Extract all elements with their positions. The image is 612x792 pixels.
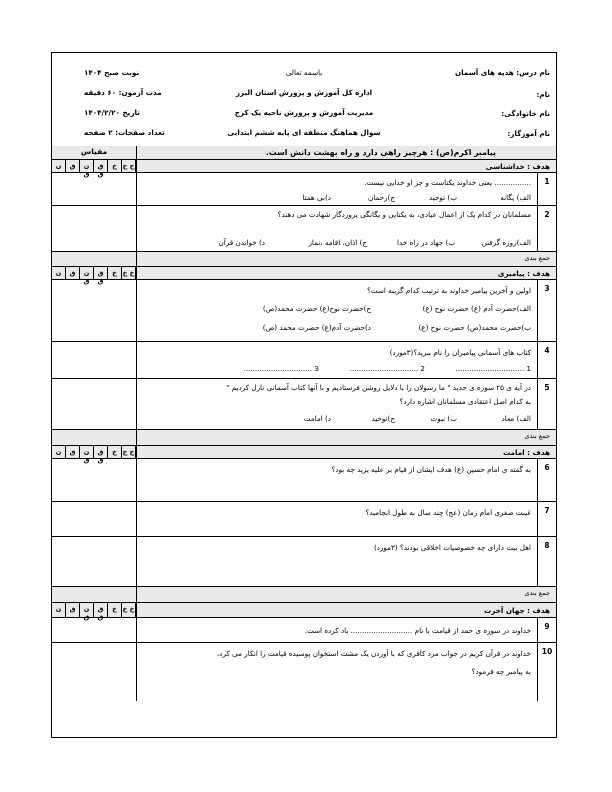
option[interactable]: ج)توحید: [371, 414, 395, 423]
section-title: هدف : امامت: [502, 448, 550, 457]
question-number: 9: [537, 618, 556, 642]
question-text: کتاب های آسمانی پیامبران را نام ببرید؟(۳مورد): [389, 348, 531, 357]
question-text: ................ یعنی خداوند یکتاست و جز او خدایی نیست.: [364, 178, 531, 187]
question-text-continued: به پیامبر چه فرمود؟: [471, 667, 531, 676]
scale-col: ق ق: [94, 446, 108, 458]
exam-duration: مدت آزمون: ۶۰ دقیقه: [84, 88, 162, 97]
question-row: [52, 537, 556, 587]
name-label: نام:: [536, 90, 550, 99]
section-title: هدف : جهان آخرت: [484, 606, 550, 615]
total-label: جمع بندی: [524, 254, 550, 262]
banner-row: [52, 146, 556, 160]
scale-col: ق: [66, 267, 80, 279]
question-text: اولین و آخرین پیامبر خداوند به ترتیب کدام گزینه است؟: [367, 286, 531, 295]
total-label: جمع بندی: [524, 432, 550, 440]
question-number: 4: [537, 342, 556, 378]
teacher-label: نام آموزگار:: [507, 129, 550, 138]
option[interactable]: ج) اذان، اقامه ،نماز: [308, 238, 367, 247]
option[interactable]: د)بی همتا: [302, 193, 331, 202]
question-row: [52, 502, 556, 537]
answer-blank[interactable]: 2 ..............................: [349, 364, 425, 373]
exam-header: [52, 53, 556, 147]
scale-title: مقیاس: [80, 147, 108, 156]
scale-col: ن: [52, 267, 66, 279]
option[interactable]: الف) معاد: [501, 414, 531, 423]
scale-col: خ: [108, 446, 122, 458]
scale-col: خ خ: [122, 162, 135, 170]
option[interactable]: الف)روزه گرفتن: [481, 238, 531, 247]
scale-col: خ: [108, 603, 122, 617]
question-row: [52, 280, 556, 342]
bismillah: باسمه تعالی: [285, 68, 323, 77]
total-label: جمع بندی: [524, 589, 550, 597]
scale-col: ق ق: [94, 603, 108, 617]
question-row: [52, 173, 556, 206]
department-line-1: اداره کل آموزش و پرورش استان البرز: [235, 88, 373, 97]
exam-page: [51, 52, 557, 738]
scale-col: ق: [66, 160, 80, 172]
scale-col: ن ق: [80, 160, 94, 172]
question-table: [52, 146, 556, 701]
question-text: در آیه ی ۲۵ سوره ی حدید " ما رسولان را با دلایل روشن فرستادیم و با آنها کتاب آسمانی نازل کردیم ": [226, 383, 531, 392]
exam-title: سوال هماهنگ منطقه ای پایه ششم ابتدایی: [227, 128, 381, 137]
scale-col: ق ق: [94, 160, 108, 172]
question-number: 5: [537, 379, 556, 429]
question-text-continued: به کدام اصل اعتقادی مسلمانان اشاره دارد؟: [399, 397, 531, 406]
total-row: [52, 587, 556, 603]
scale-col: خ: [108, 160, 122, 172]
option[interactable]: ج)حضرت نوح(ع) حضرت محمد(ص): [262, 304, 371, 313]
question-number: 8: [537, 537, 556, 586]
department-line-2: مدیریت آموزش و پرورش ناحیه یک کرج: [234, 108, 374, 117]
question-number: 6: [537, 459, 556, 501]
scale-col: ن ق: [80, 603, 94, 617]
question-text: به گفته ی امام حسین (ع) هدف ایشان از قیام بر علیه یزید چه بود؟: [331, 465, 531, 474]
scale-col: ق: [66, 603, 80, 617]
question-row: [52, 206, 556, 252]
scale-col: ن ق: [80, 446, 94, 458]
question-row: [52, 459, 556, 502]
scale-col: ن ق: [80, 267, 94, 279]
course-label: نام درس: هدیه های آسمان: [455, 68, 550, 77]
question-row: [52, 618, 556, 643]
question-text: خداوند در قرآن کریم در جواب مرد کافری که با آوردن یک مشت استخوان پوسیده قیامت را انکار می کرد،: [216, 649, 531, 658]
scale-col: خ خ: [122, 269, 135, 277]
question-number: 10: [537, 643, 556, 701]
exam-date: تاریخ ۱۴۰۴/۲/۲۰: [84, 108, 140, 117]
scale-col: ن: [52, 160, 66, 172]
option[interactable]: الف)حضرت آدم (ع) حضرت نوح (ع): [422, 304, 531, 313]
total-row: [52, 252, 556, 267]
scale-col: ن: [52, 603, 66, 617]
page-count: تعداد صفحات: ۲ صفحه: [84, 128, 165, 137]
question-text: غیبت صغری امام زمان (عج) چند سال به طول انجامید؟: [365, 508, 531, 517]
section-row: [52, 603, 556, 621]
option[interactable]: الف) یگانه: [500, 193, 531, 202]
section-row: [52, 160, 556, 178]
banner-text: پیامبر اکرم(ص) : هرچیز راهی دارد و راه بهشت دانش است.: [265, 148, 496, 157]
exam-shift: نوبت صبح ۱۴۰۴: [84, 68, 140, 77]
option[interactable]: ب)حضرت محمد(ص) حضرت نوح (ع): [418, 323, 531, 332]
answer-blank[interactable]: 1 ..............................: [455, 364, 531, 373]
scale-col: خ خ: [122, 603, 136, 617]
question-row: [52, 342, 556, 379]
section-title: هدف : پیامبری: [497, 269, 550, 278]
question-number: 2: [537, 206, 556, 251]
question-text: مسلمانان در کدام یک از اعمال عبادی، به یکتایی و یگانگی پروردگار شهادت می دهند؟: [277, 210, 531, 219]
section-row: [52, 267, 556, 285]
scale-col: ق: [66, 446, 80, 458]
question-number: 1: [537, 173, 556, 205]
option[interactable]: ب) توحید: [429, 193, 457, 202]
section-row: [52, 446, 556, 464]
answer-blank[interactable]: 3 ..............................: [243, 364, 319, 373]
option[interactable]: ب) جهاد در راه خدا: [397, 238, 455, 247]
section-title: هدف : خداشناسی: [485, 162, 550, 171]
question-text: خداوند در سوره ی حمد از قیامت با نام ........................... یاد کرده است.: [304, 626, 531, 635]
question-row: [52, 643, 556, 701]
family-label: نام خانوادگی:: [501, 109, 550, 118]
scale-col: ق ق: [94, 267, 108, 279]
question-text: اهل بیت دارای چه خصوصیات اخلاقی بودند؟ (۳مورد): [373, 543, 531, 552]
option[interactable]: د)حضرت آدم(ع) حضرت محمد (ص): [262, 323, 371, 332]
option[interactable]: د) خواندن قرآن: [218, 238, 265, 247]
option[interactable]: ج)رحمان: [368, 193, 395, 202]
option[interactable]: ب) نبوت: [430, 414, 457, 423]
scale-col: خ خ: [122, 448, 135, 456]
question-number: 3: [537, 280, 556, 341]
total-row: [52, 430, 556, 446]
scale-col: ن: [52, 446, 66, 458]
question-row: [52, 379, 556, 430]
question-number: 7: [537, 502, 556, 536]
scale-col: خ: [108, 267, 122, 279]
option[interactable]: د) امامت: [303, 414, 331, 423]
